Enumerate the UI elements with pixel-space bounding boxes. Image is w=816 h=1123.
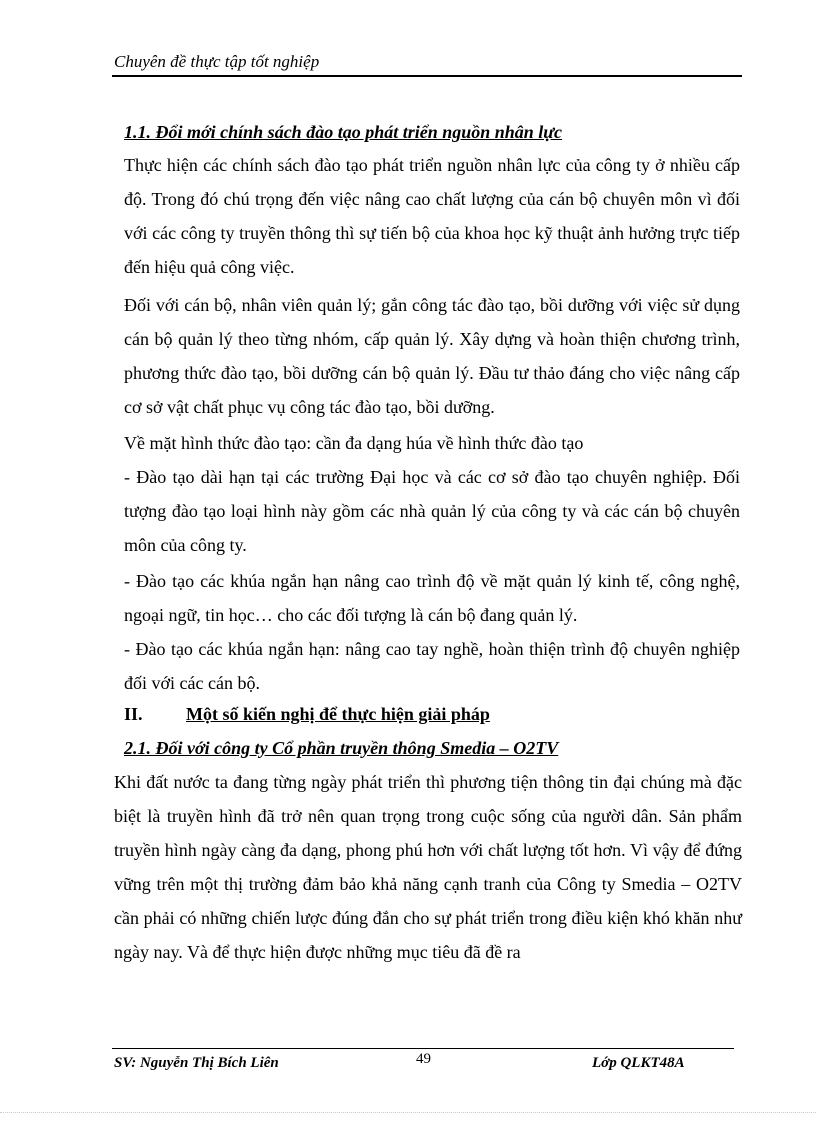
paragraph-management-staff: Đối với cán bộ, nhân viên quản lý; gắn công tác đào tạo, bồi dưỡng với việc sử dụng cán bộ quản lý theo từng nhóm, cấp quản lý. Xây dựng và hoàn thiện chương trình, phương thức đào tạo, bồi dưỡng cán bộ quản lý. Đầu tư thảo đáng cho việc nâng cấp cơ sở vật chất phục vụ công tác đào tạo, bồi dưỡng. [124, 295, 740, 417]
paragraph-training-forms: Về mặt hình thức đào tạo: cần đa dạng húa về hình thức đào tạo [124, 433, 584, 453]
page-header-title: Chuyên đề thực tập tốt nghiệp [114, 52, 320, 71]
paragraph-training-policy: Thực hiện các chính sách đào tạo phát triển nguồn nhân lực của công ty ở nhiều cấp độ. Trong đó chú trọng đến việc nâng cao chất lượng của cán bộ chuyên môn vì đối với các công ty truyền thông thì sự tiến bộ của khoa học kỹ thuật ảnh hưởng trực tiếp đến hiệu quả công việc. [124, 155, 740, 277]
section-ii-heading [124, 704, 524, 728]
paragraph-media-company: Khi đất nước ta đang từng ngày phát triển thì phương tiện thông tin đại chúng mà đặc biệt là truyền hình đã trở nên quan trọng trong cuộc sống của người dân. Sản phẩm truyền hình ngày càng đa dạng, phong phú hơn với chất lượng tốt hơn. Vì vậy để đứng vững trên một thị trường đảm bảo khả năng cạnh tranh của Công ty Smedia – O2TV cần phải có những chiến lược đúng đắn cho sự phát triển trong điều kiện khó khăn như ngày nay. Và để thực hiện được những mục tiêu đã đề ra [114, 772, 742, 962]
section-ii-title: Một số kiến nghị để thực hiện giải pháp [186, 704, 490, 724]
list-item-short-term-management: - Đào tạo các khúa ngắn hạn nâng cao trình độ về mặt quản lý kinh tế, công nghệ, ngoại ngữ, tin học… cho các đối tượng là cán bộ đang quản lý. [124, 571, 740, 625]
footer-divider [112, 1048, 734, 1049]
footer-class: Lớp QLKT48A [592, 1055, 685, 1071]
footer-student-name: SV: Nguyễn Thị Bích Liên [114, 1055, 279, 1071]
section-2-1-heading: 2.1. Đối với công ty Cổ phần truyền thông Smedia – O2TV [124, 738, 559, 758]
header-divider [112, 75, 742, 77]
list-item-short-term-skills: - Đào tạo các khúa ngắn hạn: nâng cao tay nghề, hoàn thiện trình độ chuyên nghiệp đối với các cán bộ. [124, 639, 740, 693]
list-item-long-term-training: - Đào tạo dài hạn tại các trường Đại học và các cơ sở đào tạo chuyên nghiệp. Đối tượng đào tạo loại hình này gồm các nhà quản lý của công ty và các cán bộ chuyên môn của công ty. [124, 467, 740, 555]
page-edge-dotted-line [0, 1112, 816, 1113]
section-ii-number: II. [124, 704, 143, 724]
footer-page-number: 49 [416, 1051, 431, 1067]
section-1-1-heading: 1.1. Đổi mới chính sách đào tạo phát triển nguồn nhân lực [124, 122, 563, 142]
